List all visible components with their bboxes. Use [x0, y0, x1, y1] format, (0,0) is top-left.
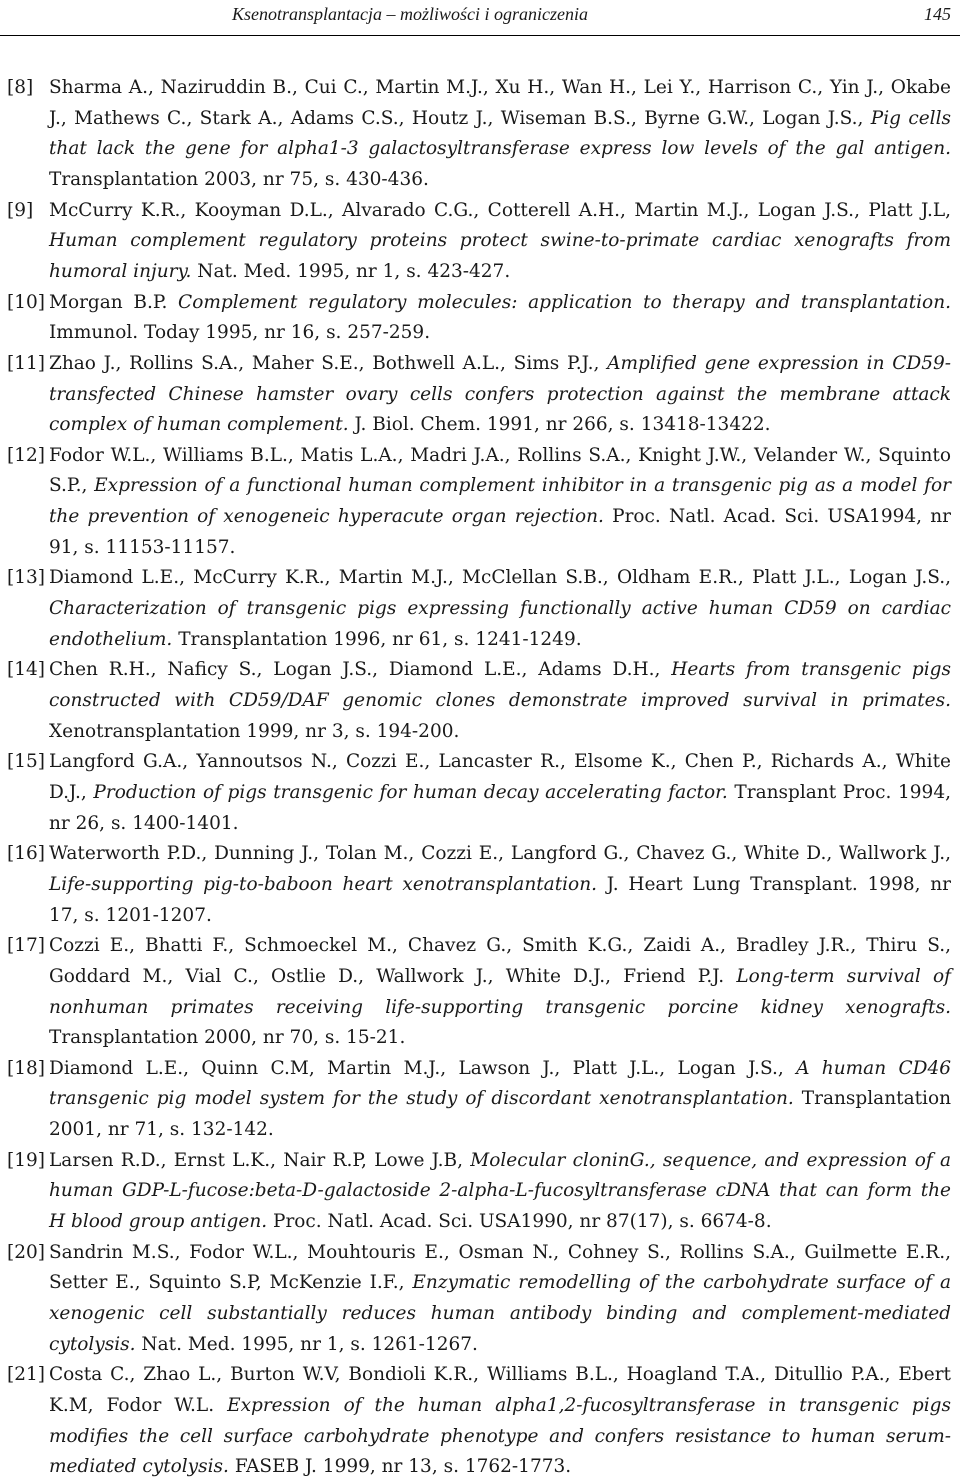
reference-authors: Cozzi E., Bhatti F., Schmoeckel M., Chavez G., Smith K.G., Zaidi A., Bradley J.R., Thiru S., Goddard M., Vial C., Ostlie D., Wallwork J., White D.J., Friend P.J. — [49, 935, 951, 987]
reference-item — [0, 441, 960, 563]
reference-number: [14] — [7, 659, 45, 681]
running-header — [0, 0, 960, 36]
reference-authors: Larsen R.D., Ernst L.K., Nair R.P, Lowe J.B, — [49, 1149, 471, 1171]
reference-item — [0, 288, 960, 349]
reference-number: [8] — [7, 77, 34, 98]
reference-source: Transplantation 2001, nr 71, s. 132-142. — [49, 1088, 951, 1141]
reference-number: [12] — [7, 444, 45, 466]
reference-source: FASEB J. 1999, nr 13, s. 1762-1773. — [228, 1456, 572, 1478]
reference-number: [15] — [7, 751, 45, 773]
reference-number: [9] — [7, 199, 34, 221]
reference-item — [0, 1146, 960, 1238]
reference-title: Molecular cloninG., sequence, and expression of a human GDP-L-fucose:beta-D-galactoside 2-alpha-L-fucosyltransferase cDNA that can form the H blood group antigen. — [49, 1149, 951, 1233]
reference-title: Long-term survival of nonhuman primates receiving life-supporting transgenic porcine kidney xenografts. — [49, 965, 952, 1018]
reference-item — [0, 563, 960, 655]
reference-source: Transplantation 1996, nr 61, s. 1241-1249. — [172, 628, 582, 650]
reference-source: Proc. Natl. Acad. Sci. USA1990, nr 87(17), s. 6674-8. — [267, 1211, 772, 1233]
reference-item — [0, 1054, 960, 1146]
reference-title: Complement regulatory molecules: application to therapy and transplantation. — [178, 291, 951, 313]
reference-source: Transplantation 2000, nr 70, s. 15-21. — [49, 1027, 406, 1049]
reference-source: Immunol. Today 1995, nr 16, s. 257-259. — [49, 322, 431, 344]
reference-source: Nat. Med. 1995, nr 1, s. 1261-1267. — [135, 1333, 478, 1355]
reference-title: Expression of a functional human complement inhibitor in a transgenic pig as a model for the prevention of xenogeneic hyperacute organ rejection. — [49, 475, 951, 528]
reference-title: Hearts from transgenic pigs constructed with CD59/DAF genomic clones demonstrate improved survival in primates. — [49, 659, 951, 711]
reference-item — [0, 747, 960, 839]
reference-number: [17] — [7, 935, 45, 957]
reference-number: [21] — [7, 1364, 45, 1386]
reference-title: Life-supporting pig-to-baboon heart xenotransplantation. — [49, 873, 597, 895]
reference-number: [18] — [7, 1057, 45, 1079]
reference-item — [0, 1238, 960, 1360]
reference-number: [16] — [7, 843, 45, 865]
reference-authors: Zhao J., Rollins S.A., Maher S.E., Bothwell A.L., Sims P.J., — [49, 352, 608, 374]
reference-item — [0, 655, 960, 747]
reference-authors: McCurry K.R., Kooyman D.L., Alvarado C.G., Cotterell A.H., Martin M.J., Logan J.S., Platt J.L, — [49, 199, 951, 221]
page-number: 145 — [924, 4, 951, 24]
reference-source: Nat. Med. 1995, nr 1, s. 423-427. — [191, 260, 511, 282]
reference-authors: Sandrin M.S., Fodor W.L., Mouhtouris E., Osman N., Cohney S., Rollins S.A., Guilmette E.R., Setter E., Squinto S.P, McKenzie I.F., — [49, 1241, 951, 1294]
reference-authors: Costa C., Zhao L., Burton W.V, Bondioli K.R., Williams B.L., Hoagland T.A., Ditullio P.A., Ebert K.M, Fodor W.L. — [49, 1364, 951, 1416]
reference-authors: Waterworth P.D., Dunning J., Tolan M., Cozzi E., Langford G., Chavez G., White D., Wallwork J., — [49, 843, 951, 865]
reference-title: Human complement regulatory proteins protect swine-to-primate cardiac xenografts from humoral injury. — [49, 230, 951, 282]
reference-list — [0, 73, 960, 1483]
reference-authors: Diamond L.E., McCurry K.R., Martin M.J., McClellan S.B., Oldham E.R., Platt J.L., Logan J.S., — [49, 567, 951, 589]
reference-source: J. Biol. Chem. 1991, nr 266, s. 13418-13422. — [348, 414, 771, 436]
reference-source: Xenotransplantation 1999, nr 3, s. 194-200. — [49, 720, 460, 742]
reference-item — [0, 196, 960, 288]
reference-title: Pig cells that lack the gene for alpha1-3 galactosyltransferase express low levels of the gal antigen. — [49, 107, 951, 160]
reference-authors: Diamond L.E., Quinn C.M, Martin M.J., Lawson J., Platt J.L., Logan J.S., — [49, 1057, 797, 1079]
reference-authors: Chen R.H., Naficy S., Logan J.S., Diamond L.E., Adams D.H., — [49, 659, 672, 681]
reference-title: Production of pigs transgenic for human decay accelerating factor. — [93, 781, 728, 803]
reference-source: Transplant Proc. 1994, nr 26, s. 1400-1401. — [49, 781, 951, 834]
reference-source: Proc. Natl. Acad. Sci. USA1994, nr 91, s. 11153-11157. — [49, 506, 951, 558]
reference-item — [0, 931, 960, 1053]
reference-authors: Langford G.A., Yannoutsos N., Cozzi E., Lancaster R., Elsome K., Chen P., Richards A., White D.J., — [49, 751, 951, 803]
running-title: Ksenotransplantacja – możliwości i ograniczenia — [232, 4, 589, 24]
reference-number: [13] — [7, 567, 45, 589]
reference-source: Transplantation 2003, nr 75, s. 430-436. — [49, 168, 429, 190]
reference-title: Amplified gene expression in CD59-transfected Chinese hamster ovary cells confers protection against the membrane attack complex of human complement. — [49, 352, 951, 436]
reference-number: [11] — [7, 352, 45, 374]
reference-title: Characterization of transgenic pigs expressing functionally active human CD59 on cardiac endothelium. — [49, 598, 951, 650]
reference-item — [0, 73, 960, 195]
reference-source: J. Heart Lung Transplant. 1998, nr 17, s. 1201-1207. — [49, 873, 951, 926]
reference-title: Expression of the human alpha1,2-fucosyltransferase in transgenic pigs modifies the cell surface carbohydrate phenotype and confers resistance to human serum-mediated cytolysis. — [49, 1394, 951, 1478]
reference-authors: Morgan B.P. — [49, 291, 179, 313]
reference-authors: Sharma A., Naziruddin B., Cui C., Martin M.J., Xu H., Wan H., Lei Y., Harrison C., Yin J., Okabe J., Mathews C., Stark A., Adams C.S., Houtz J., Wiseman B.S., Byrne G.W., Logan J.S., — [49, 77, 951, 129]
reference-number: [20] — [7, 1241, 45, 1263]
reference-item — [0, 349, 960, 441]
reference-number: [10] — [7, 291, 45, 313]
reference-title: A human CD46 transgenic pig model system for the study of discordant xenotransplantation. — [49, 1057, 951, 1110]
reference-number: [19] — [7, 1149, 45, 1171]
reference-item — [0, 1360, 960, 1482]
reference-title: Enzymatic remodelling of the carbohydrate surface of a xenogenic cell substantially reduces human antibody binding and complement-mediated cytolysis. — [49, 1272, 951, 1355]
reference-item — [0, 839, 960, 931]
reference-authors: Fodor W.L., Williams B.L., Matis L.A., Madri J.A., Rollins S.A., Knight J.W., Velander W., Squinto S.P., — [49, 444, 951, 497]
